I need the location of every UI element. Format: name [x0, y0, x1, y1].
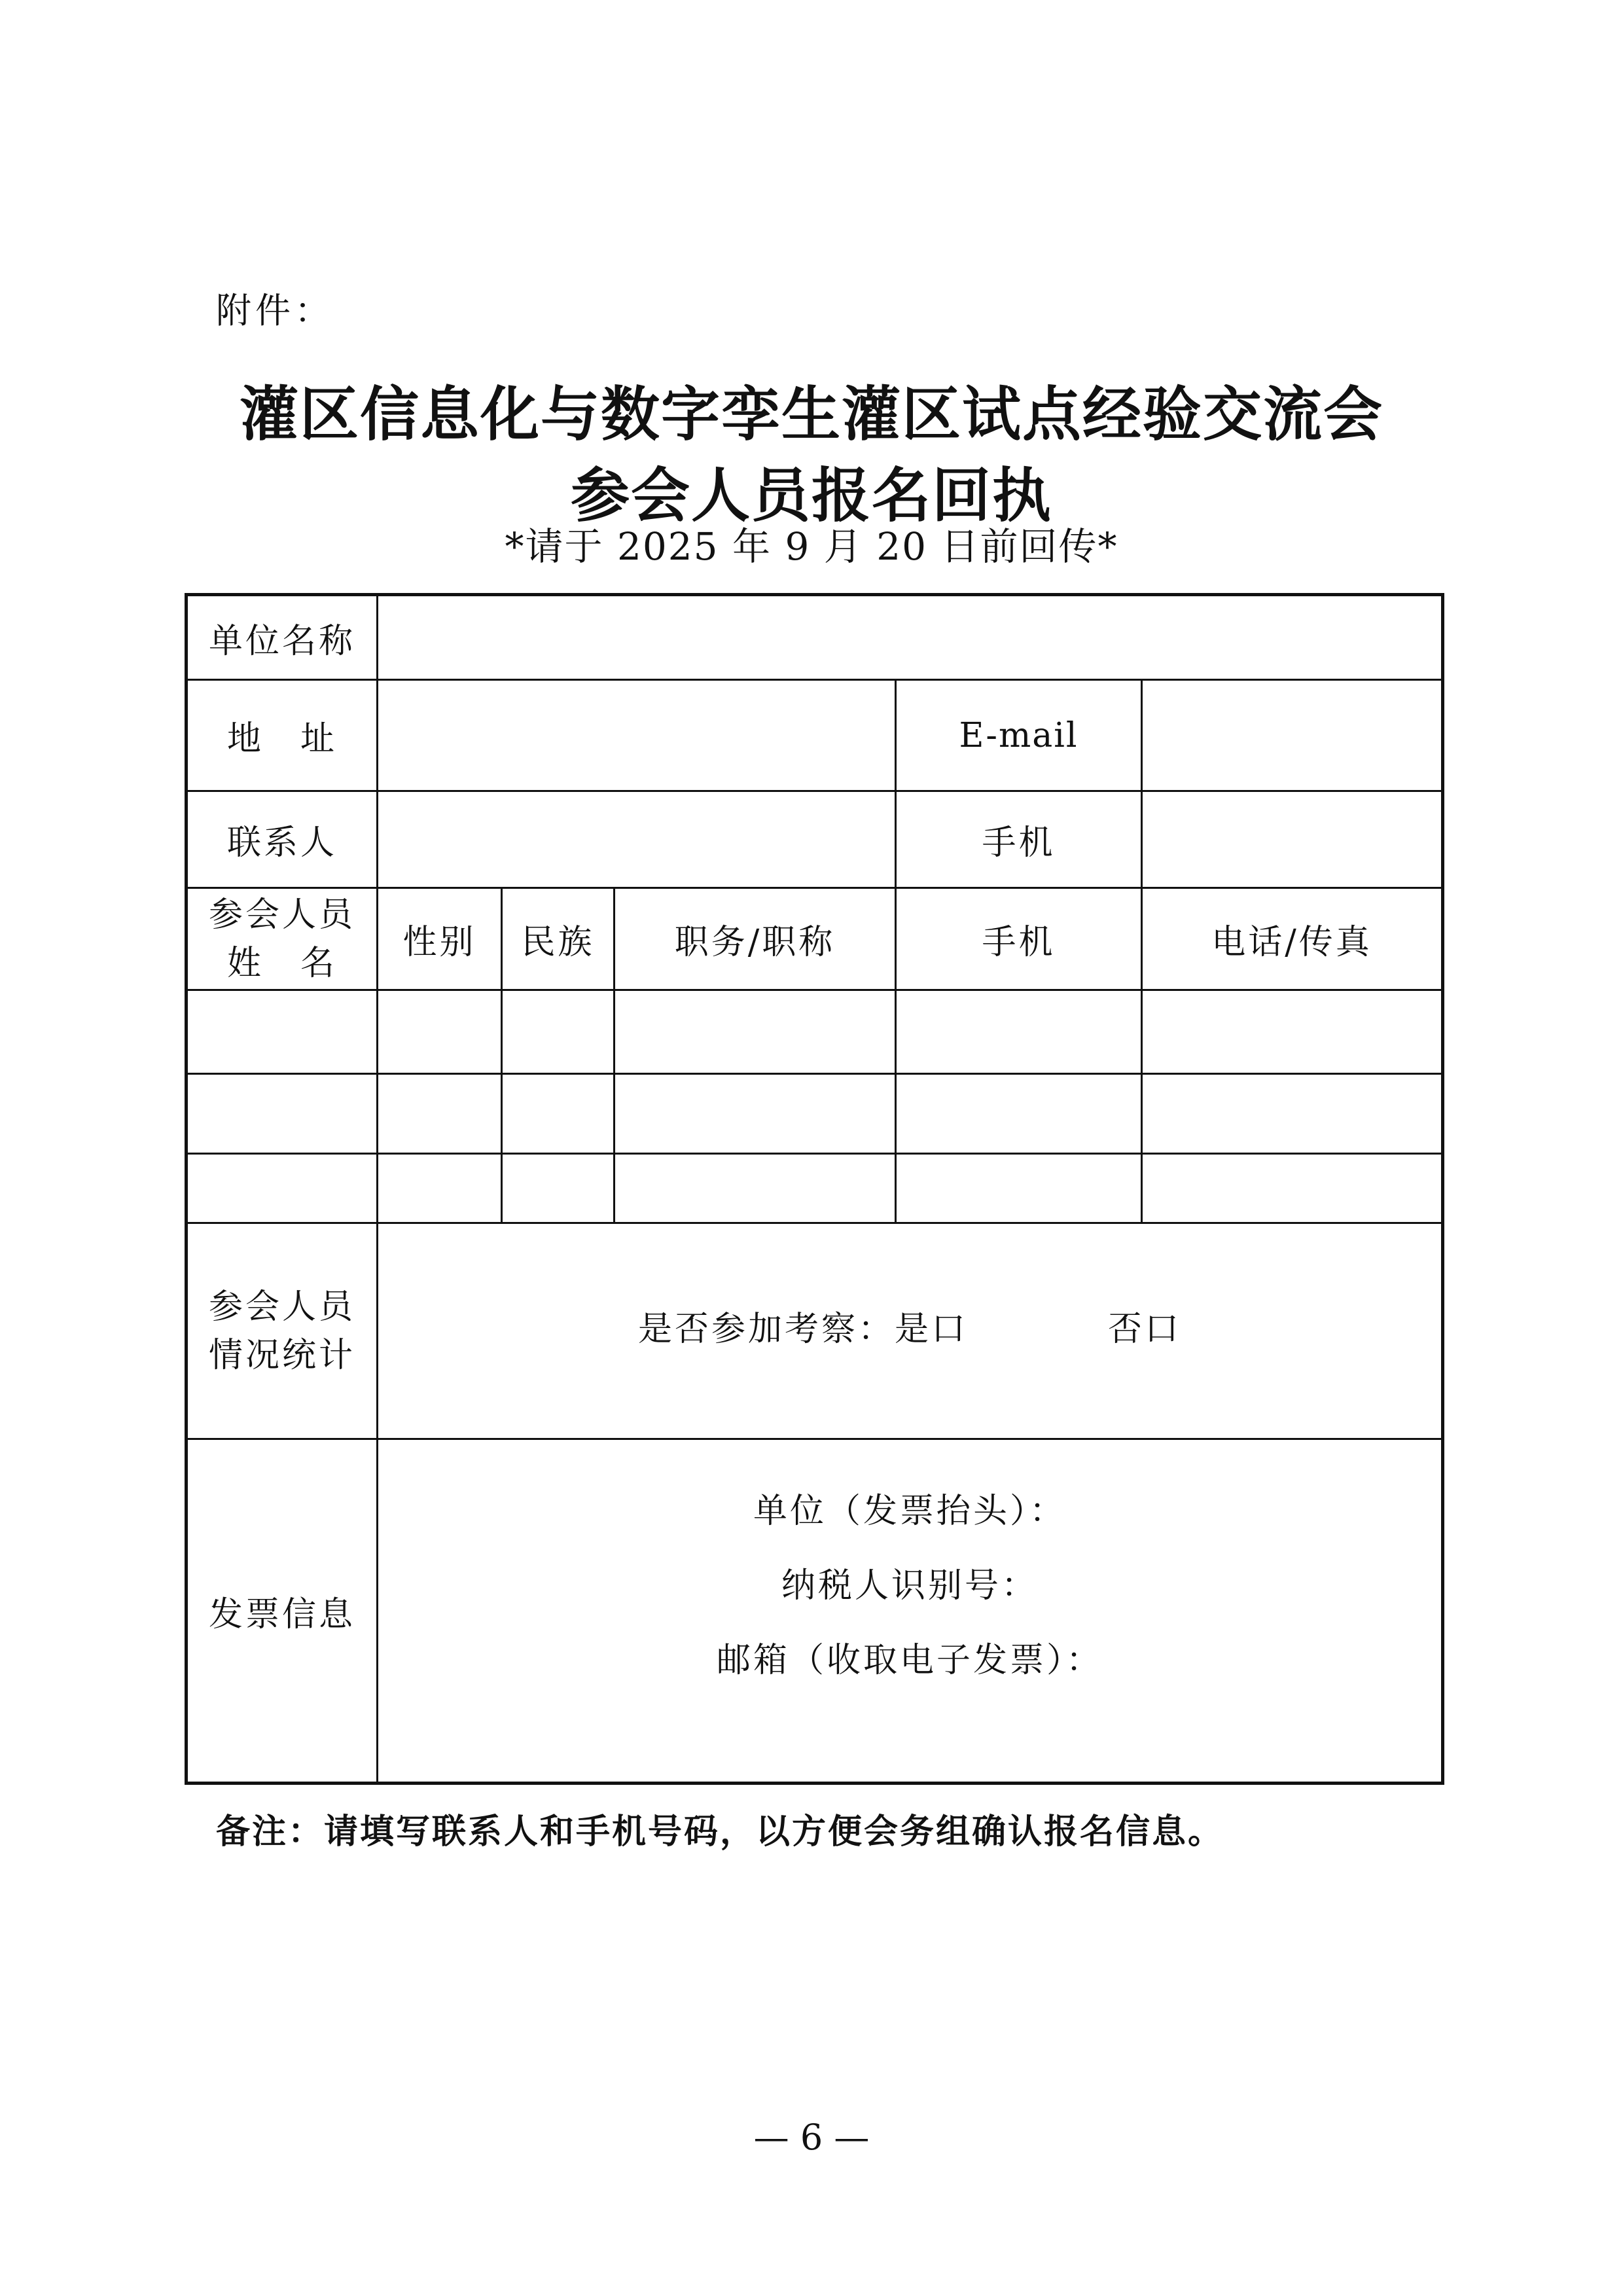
attendee-row — [187, 990, 1443, 1074]
document-title: 灌区信息化与数字孪生灌区试点经验交流会 — [240, 380, 1383, 449]
contact-label: 联系人 — [187, 791, 378, 888]
attendee-mobile-cell[interactable] — [896, 990, 1142, 1074]
attendee-name-cell[interactable] — [187, 990, 378, 1074]
attendee-row — [187, 1154, 1443, 1223]
inspection-cell — [378, 1223, 1443, 1439]
invoice-unit-line[interactable]: 单位（发票抬头）： — [753, 1492, 1067, 1531]
invoice-info-cell — [378, 1439, 1443, 1784]
attendee-mobile-cell[interactable] — [896, 1074, 1142, 1154]
attendee-phone-cell[interactable] — [1142, 1074, 1443, 1154]
address-row — [187, 680, 1443, 791]
attendee-name-header-line2: 姓 名 — [226, 943, 337, 983]
attendee-header-row — [187, 888, 1443, 990]
gender-header: 性别 — [378, 888, 502, 990]
inspection-yes-option[interactable]: 是口 — [895, 1310, 969, 1349]
address-field[interactable] — [378, 680, 896, 791]
attendee-ethnicity-cell[interactable] — [502, 1074, 615, 1154]
contact-row — [187, 791, 1443, 888]
address-label: 地 址 — [187, 680, 378, 791]
attendee-ethnicity-cell[interactable] — [502, 1154, 615, 1223]
invoice-tax-id-line[interactable]: 纳税人识别号： — [781, 1566, 1039, 1605]
attendee-stats-label-line1: 参会人员 — [208, 1287, 355, 1327]
attendee-mobile-header: 手机 — [896, 888, 1142, 990]
attendee-gender-cell[interactable] — [378, 990, 502, 1074]
attendee-name-header-line1: 参会人员 — [208, 895, 355, 935]
attendee-name-cell[interactable] — [187, 1074, 378, 1154]
contact-field[interactable] — [378, 791, 896, 888]
attendee-name-cell[interactable] — [187, 1154, 378, 1223]
document-subtitle: 参会人员报名回执 — [571, 461, 1052, 530]
ethnicity-header: 民族 — [502, 888, 615, 990]
contact-mobile-field[interactable] — [1142, 791, 1443, 888]
attendee-stats-row — [187, 1223, 1443, 1439]
page-number: — 6 — — [753, 2117, 870, 2158]
attendee-gender-cell[interactable] — [378, 1074, 502, 1154]
contact-mobile-label: 手机 — [896, 791, 1142, 888]
attendee-ethnicity-cell[interactable] — [502, 990, 615, 1074]
attendee-phone-cell[interactable] — [1142, 1154, 1443, 1223]
unit-name-label: 单位名称 — [187, 595, 378, 680]
email-label: E-mail — [896, 680, 1142, 791]
attendee-row — [187, 1074, 1443, 1154]
attendee-stats-label — [187, 1223, 378, 1439]
inspection-no-option[interactable]: 否口 — [1108, 1310, 1182, 1349]
attendee-name-header — [187, 888, 378, 990]
position-title-header: 职务/职称 — [615, 888, 896, 990]
invoice-email-line[interactable]: 邮箱（收取电子发票）： — [717, 1641, 1103, 1680]
unit-name-field[interactable] — [378, 595, 1443, 680]
phone-fax-header: 电话/传真 — [1142, 888, 1443, 990]
attendee-position-cell[interactable] — [615, 1074, 896, 1154]
deadline-note: *请于 2025 年 9 月 20 日前回传* — [505, 524, 1118, 569]
attendee-position-cell[interactable] — [615, 1154, 896, 1223]
attachment-label: 附件： — [216, 290, 334, 331]
remark-note: 备注：请填写联系人和手机号码，以方便会务组确认报名信息。 — [216, 1812, 1224, 1852]
invoice-label: 发票信息 — [187, 1439, 378, 1784]
attendee-position-cell[interactable] — [615, 990, 896, 1074]
unit-name-row — [187, 595, 1443, 680]
inspection-question: 是否参加考察： — [637, 1310, 895, 1349]
attendee-mobile-cell[interactable] — [896, 1154, 1142, 1223]
registration-form-table — [185, 593, 1444, 1785]
attendee-phone-cell[interactable] — [1142, 990, 1443, 1074]
attendee-stats-label-line2: 情况统计 — [208, 1335, 355, 1375]
email-field[interactable] — [1142, 680, 1443, 791]
invoice-row — [187, 1439, 1443, 1784]
attendee-gender-cell[interactable] — [378, 1154, 502, 1223]
